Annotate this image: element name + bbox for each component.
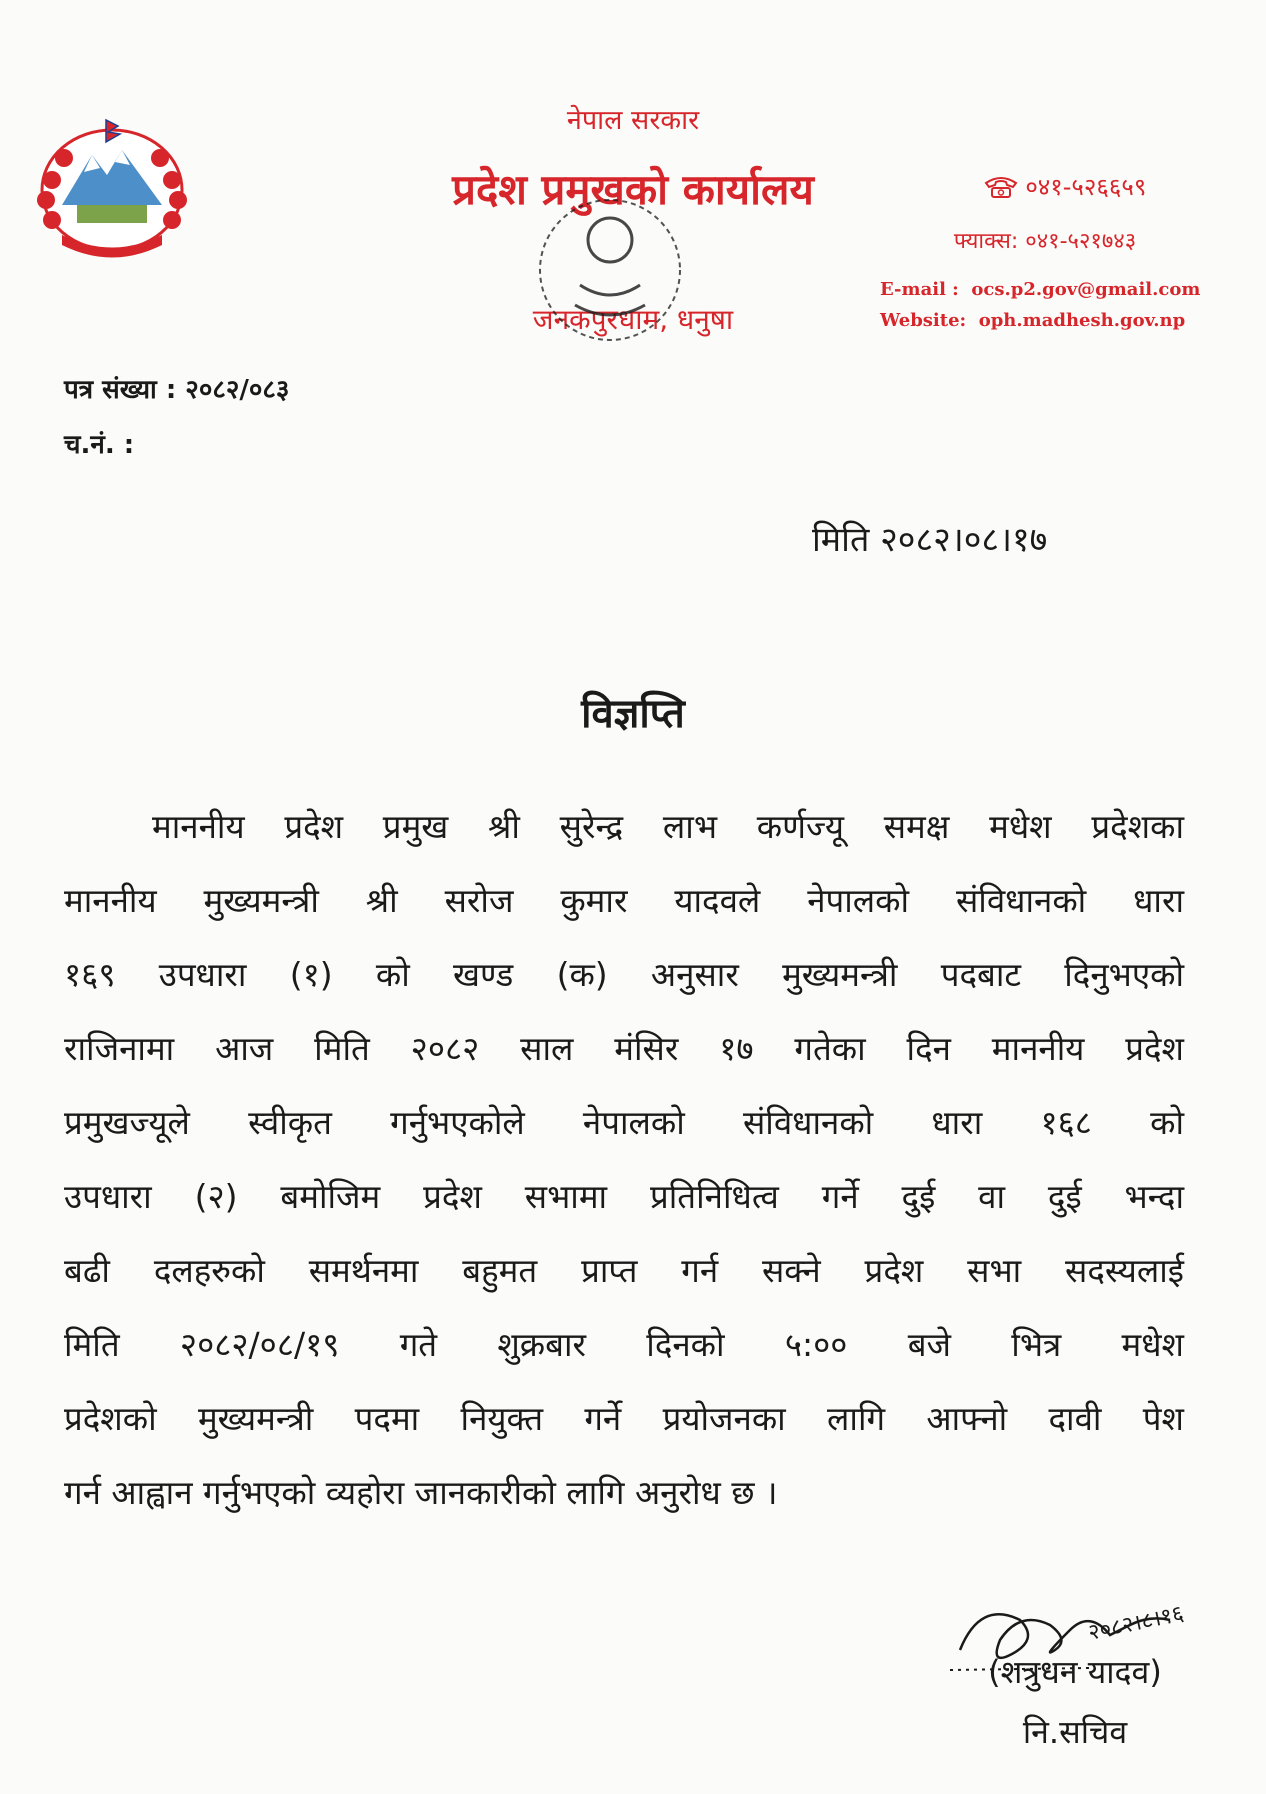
website-label: Website:: [880, 310, 967, 331]
dispatch-number: [64, 425, 134, 461]
body-line: गर्न आह्वान गर्नुभएको व्यहोरा जानकारीको लागि अनुरोध छ ।: [64, 1473, 778, 1512]
notice-title: विज्ञप्ति: [581, 691, 685, 737]
body-line: मिति २०८२/०८/१९ गते शुक्रबार दिनको ५:०० बजे भित्र मधेश: [64, 1325, 1184, 1364]
fax-number: फ्याक्स: ०४१-५२१७४३: [953, 229, 1137, 254]
notice-date: मिति २०८२।०८।१७: [812, 520, 1048, 560]
website-row: [880, 310, 1210, 331]
signature-handwritten-date: २०८२।८।१६: [1086, 1601, 1186, 1646]
telephone-icon: [984, 175, 1018, 199]
government-name: नेपाल सरकार: [566, 105, 700, 136]
notice-body: [64, 790, 1184, 1530]
contact-info: [880, 170, 1210, 331]
letter-number-label: पत्र संख्या :: [64, 375, 177, 405]
body-line: राजिनामा आज मिति २०८२ साल मंसिर १७ गतेका दिन माननीय प्रदेश: [64, 1029, 1184, 1068]
body-line: उपधारा (२) बमोजिम प्रदेश सभामा प्रतिनिधित्व गर्ने दुई वा दुई भन्दा: [64, 1177, 1184, 1216]
website-url[interactable]: oph.madhesh.gov.np: [978, 310, 1186, 331]
office-seal-icon: [520, 185, 700, 355]
phone-number: ०४१-५२६६५९: [1025, 173, 1147, 201]
email-row: [880, 279, 1210, 300]
email-label: E-mail :: [880, 279, 959, 300]
body-line: माननीय प्रदेश प्रमुख श्री सुरेन्द्र लाभ कर्णज्यू समक्ष मधेश प्रदेशका: [152, 807, 1184, 846]
office-name: प्रदेश प्रमुखको कार्यालय: [452, 165, 814, 214]
email-address[interactable]: ocs.p2.gov@gmail.com: [971, 279, 1201, 300]
office-address: जनकपुरधाम, धनुषा: [532, 303, 734, 336]
body-line: १६९ उपधारा (१) को खण्ड (क) अनुसार मुख्यमन्त्री पदबाट दिनुभएको: [64, 955, 1184, 994]
signatory-name: (शत्रुधन यादव): [988, 1653, 1162, 1691]
letter-number-value: २०८२/०८३: [185, 375, 290, 405]
dispatch-number-label: च.नं. :: [64, 430, 135, 460]
signatory-designation: नि.सचिव: [1022, 1713, 1128, 1751]
body-line: प्रदेशको मुख्यमन्त्री पदमा नियुक्त गर्ने प्रयोजनका लागि आफ्नो दावी पेश: [64, 1399, 1184, 1438]
phone-row: [920, 170, 1210, 203]
body-line: माननीय मुख्यमन्त्री श्री सरोज कुमार यादवले नेपालको संविधानको धारा: [64, 881, 1184, 920]
body-line: प्रमुखज्यूले स्वीकृत गर्नुभएकोले नेपालको संविधानको धारा १६८ को: [64, 1103, 1184, 1142]
letter-number: [64, 370, 289, 406]
body-line: बढी दलहरुको समर्थनमा बहुमत प्राप्त गर्न सक्ने प्रदेश सभा सदस्यलाई: [64, 1251, 1184, 1290]
